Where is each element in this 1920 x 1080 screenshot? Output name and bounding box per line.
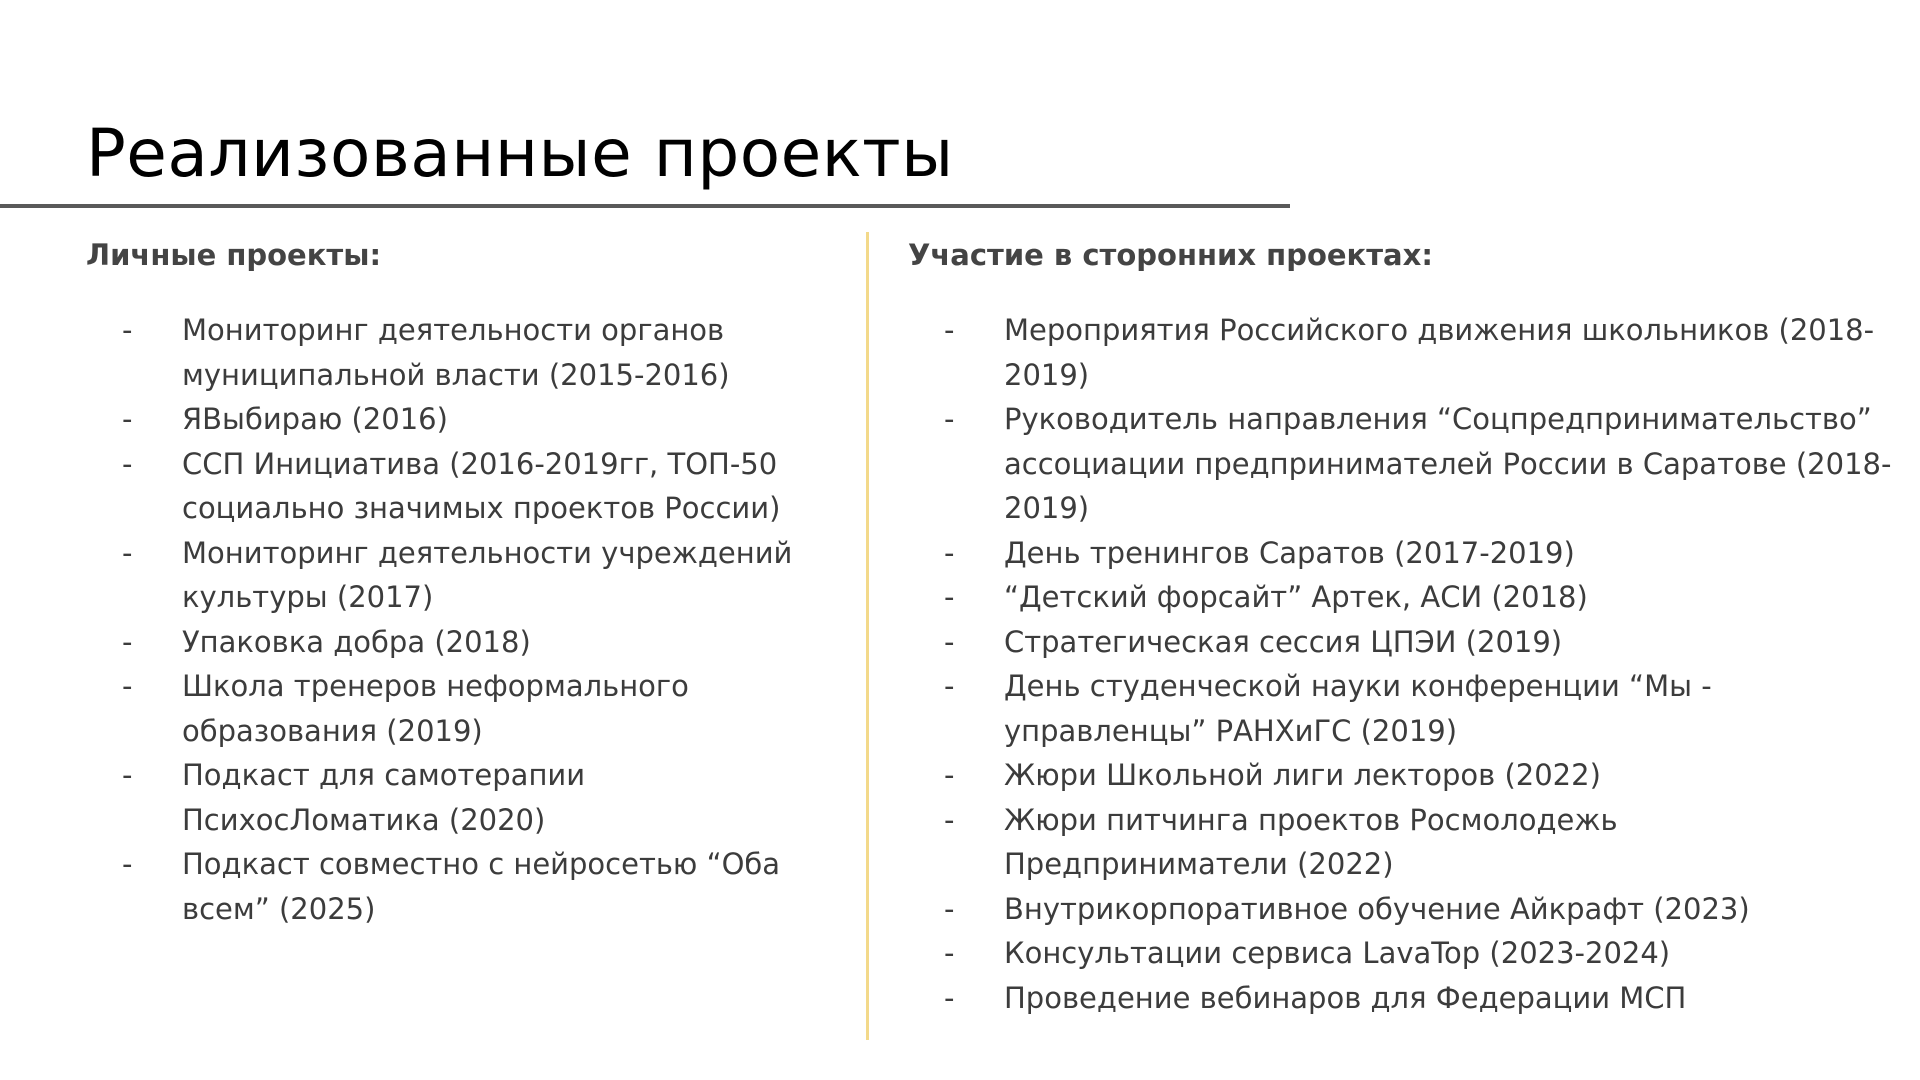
list-dash: - <box>944 891 955 926</box>
list-item <box>86 664 846 753</box>
title-underline <box>0 204 1290 208</box>
list-item <box>908 887 1908 932</box>
list-dash: - <box>944 313 955 347</box>
list-item-text: Внутрикорпоративное обучение Айкрафт (2023) <box>1004 891 1750 926</box>
list-item-text: ЯВыбираю (2016) <box>182 402 448 436</box>
list-dash: - <box>122 624 133 659</box>
list-item <box>86 842 846 931</box>
external-projects-column <box>908 234 1908 1020</box>
list-dash: - <box>122 847 133 881</box>
list-dash: - <box>122 669 133 703</box>
list-item-text: Руководитель направления “Соцпредпринимательство” ассоциации предпринимателей России в Саратове (2018-2019) <box>1004 402 1892 525</box>
list-dash: - <box>122 402 133 436</box>
list-item-text: Школа тренеров неформального образования (2019) <box>182 669 689 748</box>
list-item-text: Жюри питчинга проектов Росмолодежь Предприниматели (2022) <box>1004 802 1618 881</box>
list-item-text: Жюри Школьной лиги лекторов (2022) <box>1004 758 1601 792</box>
list-dash: - <box>944 758 955 792</box>
list-dash: - <box>122 446 133 481</box>
list-item <box>86 308 846 397</box>
list-dash: - <box>944 402 955 436</box>
column-divider <box>866 232 869 1040</box>
list-item-text: Консультации сервиса LavaTop (2023-2024) <box>1004 936 1671 970</box>
list-item-text: “Детский форсайт” Артек, АСИ (2018) <box>1004 580 1588 614</box>
list-dash: - <box>122 535 133 570</box>
list-item <box>86 753 846 842</box>
list-item-text: Мониторинг деятельности органов муниципальной власти (2015-2016) <box>182 313 730 392</box>
list-dash: - <box>944 936 955 970</box>
list-item-text: Мониторинг деятельности учреждений культуры (2017) <box>182 535 793 614</box>
list-item-text: Стратегическая сессия ЦПЭИ (2019) <box>1004 624 1563 659</box>
list-dash: - <box>122 758 133 792</box>
list-item-text: Подкаст для самотерапии ПсихосЛоматика (2020) <box>182 758 586 837</box>
list-item-text: Упаковка добра (2018) <box>182 624 531 659</box>
external-projects-list <box>908 308 1908 1020</box>
list-item-text: День студенческой науки конференции “Мы - управленцы” РАНХиГС (2019) <box>1004 669 1712 748</box>
list-item <box>908 976 1908 1021</box>
personal-projects-heading: Личные проекты: <box>86 238 382 272</box>
list-item-text: ССП Инициатива (2016-2019гг, ТОП-50 социально значимых проектов России) <box>182 446 781 525</box>
list-dash: - <box>944 980 955 1015</box>
list-item-text: Мероприятия Российского движения школьников (2018-2019) <box>1004 313 1875 392</box>
list-item <box>86 397 846 442</box>
list-item <box>908 664 1908 753</box>
list-item <box>86 531 846 620</box>
list-item-text: Проведение вебинаров для Федерации МСП <box>1004 980 1687 1015</box>
list-dash: - <box>122 313 133 347</box>
list-dash: - <box>944 669 955 703</box>
list-item <box>908 531 1908 576</box>
list-dash: - <box>944 802 955 837</box>
list-item <box>908 308 1908 397</box>
list-item <box>908 397 1908 531</box>
list-dash: - <box>944 624 955 659</box>
page-title: Реализованные проекты <box>86 115 954 192</box>
list-item-text: День тренингов Саратов (2017-2019) <box>1004 535 1575 570</box>
personal-projects-column <box>86 234 846 931</box>
list-item <box>86 620 846 665</box>
list-item <box>908 620 1908 665</box>
list-item <box>908 753 1908 798</box>
list-item <box>908 575 1908 620</box>
list-item <box>86 442 846 531</box>
list-dash: - <box>944 535 955 570</box>
list-item <box>908 798 1908 887</box>
list-item-text: Подкаст совместно с нейросетью “Оба всем” (2025) <box>182 847 781 926</box>
list-dash: - <box>944 580 955 614</box>
personal-projects-list <box>86 308 846 931</box>
list-item <box>908 931 1908 976</box>
external-projects-heading: Участие в сторонних проектах: <box>908 238 1433 272</box>
